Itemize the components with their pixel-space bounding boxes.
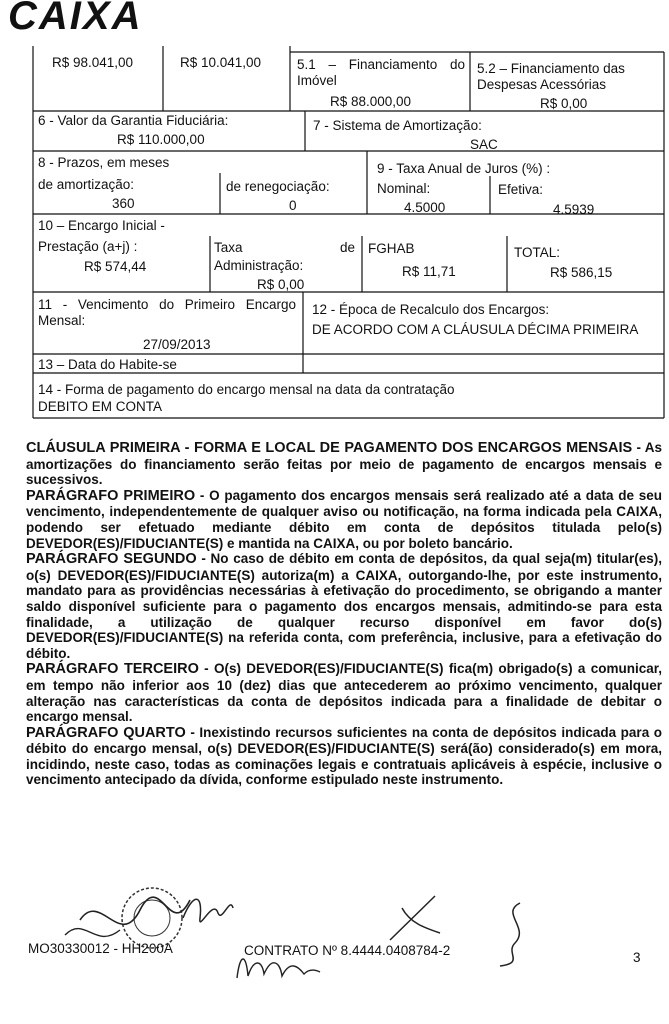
paragrafo-terceiro bbox=[26, 661, 662, 724]
valor-garantia-label: 6 - Valor da Garantia Fiduciária: bbox=[38, 113, 229, 128]
taxa-admin-label-b: Administração: bbox=[214, 258, 304, 273]
paragrafo-primeiro bbox=[26, 488, 662, 551]
clause-heading: PARÁGRAFO SEGUNDO bbox=[26, 551, 197, 568]
fghab-value: R$ 11,71 bbox=[402, 264, 456, 279]
sistema-amortizacao-label: 7 - Sistema de Amortização: bbox=[313, 118, 482, 133]
taxa-admin-label-de: de bbox=[340, 240, 356, 255]
nominal-label: Nominal: bbox=[377, 181, 431, 196]
caixa-logo: CAIXA bbox=[8, 0, 143, 30]
taxa-admin-label-a: Taxa bbox=[214, 240, 243, 255]
clause-heading: PARÁGRAFO QUARTO bbox=[26, 724, 186, 741]
financiamento-despesas-value: R$ 0,00 bbox=[540, 96, 588, 111]
nominal-value: 4.5000 bbox=[404, 200, 446, 215]
valor-garantia-value: R$ 110.000,00 bbox=[117, 132, 205, 147]
signature-mark bbox=[490, 898, 540, 968]
forma-pagamento-value: DEBITO EM CONTA bbox=[38, 399, 163, 414]
efetiva-value: 4.5939 bbox=[553, 202, 595, 217]
clause-text: - As amortizações do financiamento serão feitas por meio de pagamento de encargos mensais e sucessivos. bbox=[26, 440, 662, 488]
renegociacao-label: de renegociação: bbox=[226, 179, 330, 194]
prazos-label: 8 - Prazos, em meses bbox=[38, 155, 170, 170]
page-number: 3 bbox=[633, 950, 641, 965]
financiamento-despesas-label: 5.2 – Financiamento das Despesas Acessórias bbox=[477, 61, 625, 92]
clause-text: - O(s) DEVEDOR(ES)/FIDUCIANTE(S) fica(m) obrigado(s) a comunicar, em tempo não inferior aos 10 (dez) dias que antecederem ao próximo vencimento, qualquer alteração nas características da conta de depósitos indicada para a finalidade de debitar o encargo mensal. bbox=[26, 661, 662, 725]
encargo-inicial-label: 10 – Encargo Inicial - bbox=[38, 218, 165, 233]
efetiva-label: Efetiva: bbox=[498, 182, 544, 197]
financiamento-imovel-label: 5.1 – Financiamento do Imóvel bbox=[297, 57, 465, 88]
financiamento-imovel-value: R$ 88.000,00 bbox=[330, 94, 412, 109]
clause-text: - Inexistindo recursos suficientes na conta de depósitos indicada para o débito do encargo mensal, o(s) DEVEDOR(ES)/FIDUCIANTE(S) será(ão) considerado(s) em mora, incidindo, neste caso, todas as cominações legais e contratuais aplicáveis à espécie, inclusive o vencimento antecipado da dívida, conforme estipulado neste instrumento. bbox=[26, 724, 662, 788]
clauses-body bbox=[26, 440, 662, 788]
total-value: R$ 586,15 bbox=[550, 265, 613, 280]
clause-text: - No caso de débito em conta de depósitos, da qual seja(m) titular(es), o(s) DEVEDOR(ES)/FIDUCIANTE(S) autoriza(m) a CAIXA, outorgando-lhe, por este instrumento, mandato para as providências necessárias à efetivação do procedimento, se obrigando a manter saldo disponível suficiente para o pagamento dos encargos mensais, admitindo-se para esta finalidade, a utilização de qualquer recurso disponível em favor do(s) DEVEDOR(ES)/FIDUCIANTE(S) na referida conta, com preferência, inclusive, para a efetivação do débito. bbox=[26, 551, 662, 661]
renegociacao-value: 0 bbox=[289, 198, 297, 213]
value-b: R$ 10.041,00 bbox=[180, 55, 262, 70]
paragrafo-segundo bbox=[26, 551, 662, 661]
clausula-primeira bbox=[26, 440, 662, 488]
paragrafo-quarto bbox=[26, 725, 662, 788]
epoca-recalculo-value: DE ACORDO COM A CLÁUSULA DÉCIMA PRIMEIRA bbox=[312, 322, 639, 337]
total-label: TOTAL: bbox=[514, 245, 561, 260]
prestacao-label: Prestação (a+j) : bbox=[38, 239, 138, 254]
amortizacao-value: 360 bbox=[112, 196, 135, 211]
vencimento-value: 27/09/2013 bbox=[143, 337, 211, 352]
contract-number: CONTRATO Nº 8.4444.0408784-2 bbox=[244, 943, 451, 958]
value-a: R$ 98.041,00 bbox=[52, 55, 134, 70]
clause-heading: PARÁGRAFO TERCEIRO bbox=[26, 661, 199, 678]
clause-heading: CLÁUSULA PRIMEIRA - FORMA E LOCAL DE PAGAMENTO DOS ENCARGOS MENSAIS bbox=[26, 440, 633, 456]
habite-se-label: 13 – Data do Habite-se bbox=[38, 357, 177, 372]
sistema-amortizacao-value: SAC bbox=[470, 137, 498, 152]
clause-text: - O pagamento dos encargos mensais será realizado até a data de seu vencimento, independentemente de qualquer aviso ou notificação, na forma indicada pela CAIXA, podendo ser efetuado mediante débito em conta de depósitos titulada pelo(s) DEVEDOR(ES)/FIDUCIANTE(S) e mantida na CAIXA, ou por boleto bancário. bbox=[26, 487, 662, 551]
fghab-label: FGHAB bbox=[368, 241, 415, 256]
vencimento-label: 11 - Vencimento do Primeiro Encargo Mensal: bbox=[38, 297, 296, 328]
form-code: MO30330012 - HH200A bbox=[28, 941, 173, 956]
amortizacao-label: de amortização: bbox=[38, 177, 135, 192]
forma-pagamento-label: 14 - Forma de pagamento do encargo mensal na data da contratação bbox=[38, 382, 455, 397]
taxa-juros-label: 9 - Taxa Anual de Juros (%) : bbox=[377, 161, 551, 176]
epoca-recalculo-label: 12 - Época de Recalculo dos Encargos: bbox=[312, 302, 550, 317]
signature-mark bbox=[178, 888, 238, 938]
signature-mark bbox=[380, 888, 450, 948]
taxa-admin-value: R$ 0,00 bbox=[257, 277, 305, 292]
clause-heading: PARÁGRAFO PRIMEIRO bbox=[26, 487, 196, 504]
prestacao-value: R$ 574,44 bbox=[84, 259, 147, 274]
